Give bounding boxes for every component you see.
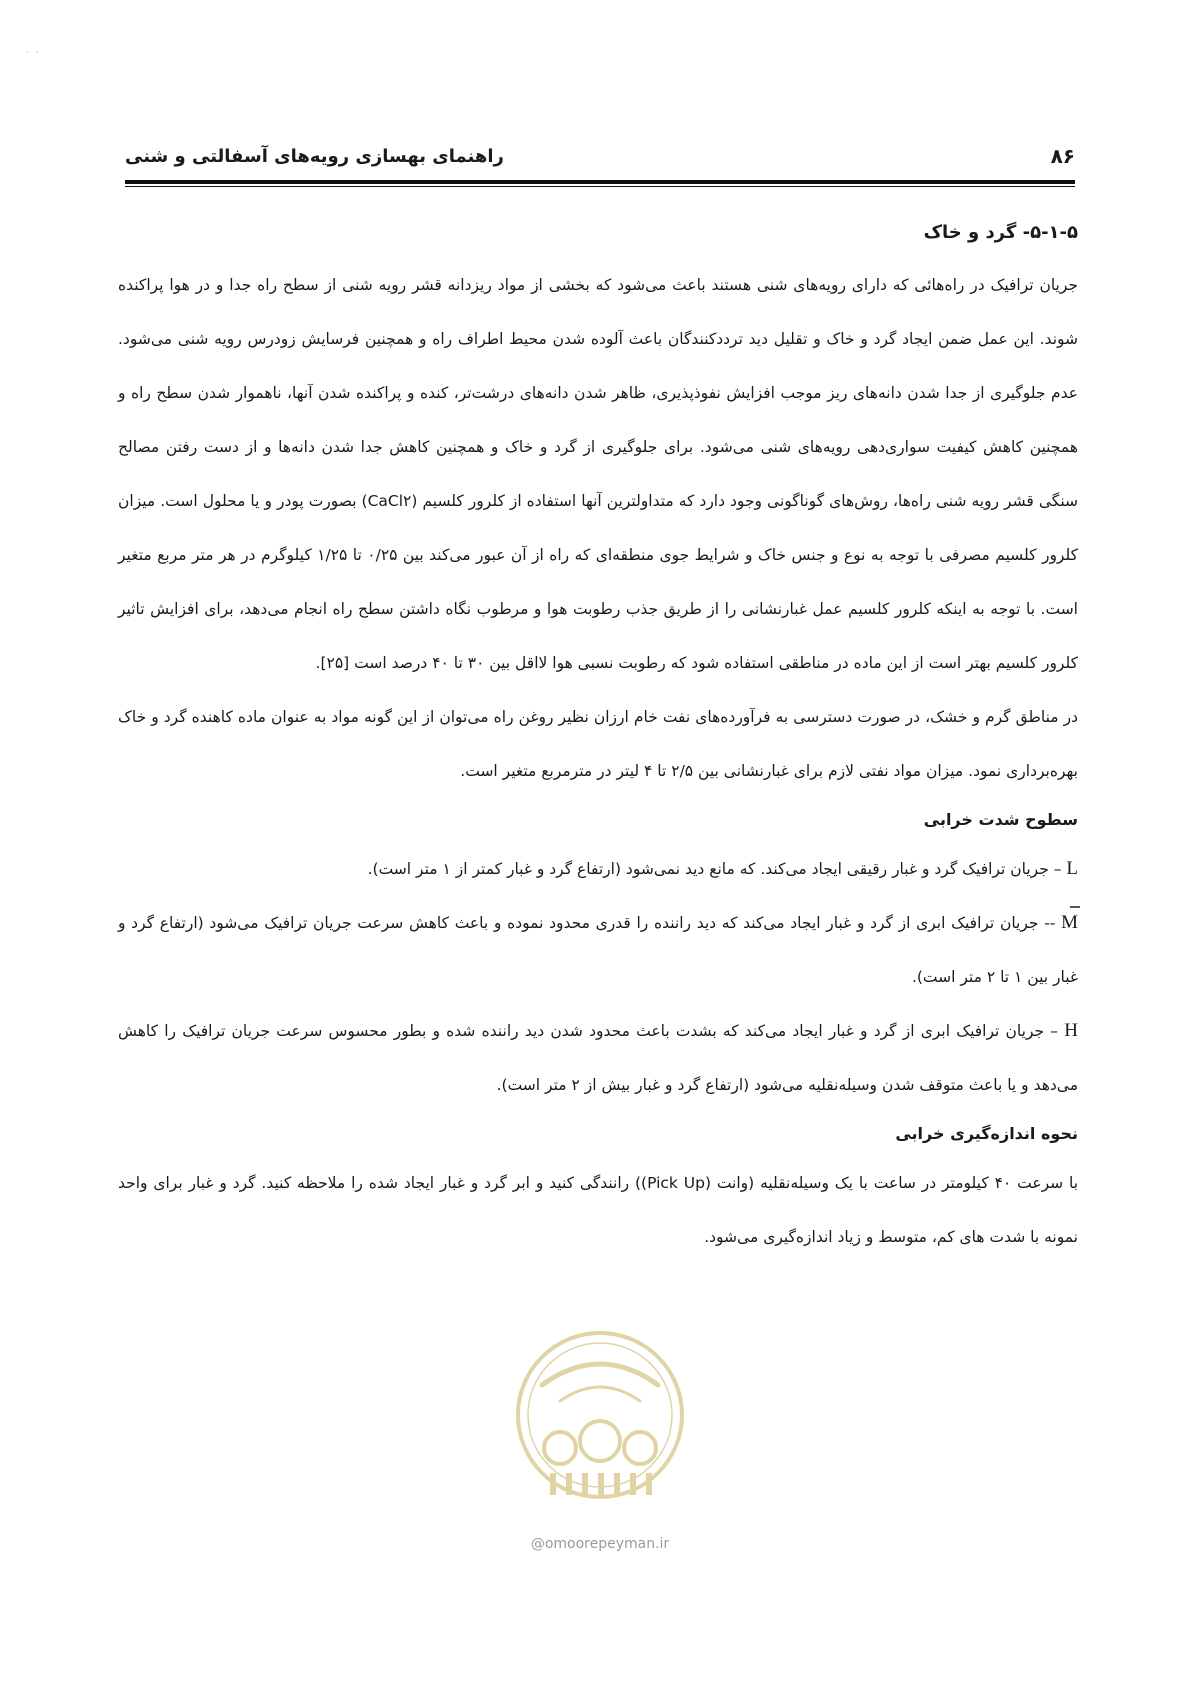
paragraph-calcium-chloride: جریان ترافیک در راه‌هائی که دارای رویه‌های شنی هستند باعث می‌شود که بخشی از مواد ریزدانه قشر رویه شنی از سطح راه جدا و در هوا پراکنده شوند. این عمل ضمن ایجاد گرد و خاک و تقلیل دید ترددکنندگان باعث آلوده شدن محیط اطراف راه و همچنین فرسایش زودرس رویه شنی می‌شود. عدم جلوگیری از جدا شدن دانه‌های ریز موجب افزایش نفوذپذیری، ظاهر شدن دانه‌های درشت‌تر، کنده و پراکنده شدن آنها، ناهموار شدن سطح راه و همچنین کاهش کیفیت سواری‌دهی رویه‌های شنی می‌شود. برای جلوگیری از گرد و خاک و همچنین کاهش جدا شدن دانه‌ها و از دست رفتن مصالح سنگی قشر رویه شنی راه‌ها، روش‌های گوناگونی وجود دارد که متداولترین آنها استفاده از کلرور کلسیم (CaCl۲) بصورت پودر و یا محلول است. میزان کلرور کلسیم مصرفی با توجه به نوع و جنس خاک و شرایط جوی منطقه‌ای که راه از آن عبور می‌کند بین ۰/۲۵ تا ۱/۲۵ کیلوگرم در هر متر مربع متغیر است. با توجه به اینکه کلرور کلسیم عمل غبارنشانی را از طریق جذب رطوبت هوا و مرطوب نگاه داشتن سطح راه انجام می‌دهد، برای افزایش تاثیر کلرور کلسیم بهتر است از این ماده در مناطقی استفاده شود که رطوبت نسبی هوا لااقل بین ۳۰ تا ۴۰ درصد است [۲۵]. [118,276,1079,672]
book-title: راهنمای بهسازی رویه‌های آسفالتی و شنی [125,146,504,167]
header-rule-thick [125,180,1075,184]
header-rule-thin [125,186,1075,187]
page-number: ۸۶ [1050,144,1075,168]
body-content [118,216,1078,1264]
severity-level-medium [118,896,1078,1004]
severity-level-low [118,842,1078,896]
severity-description: – جریان ترافیک گرد و غبار رقیقی ایجاد می‌کند. که مانع دید نمی‌شود (ارتفاع گرد و غبار کمتر از ۱ متر است). [367,860,1062,878]
measurement-text: با سرعت ۴۰ کیلومتر در ساعت با یک وسیله‌نقلیه (وانت (Pick Up)) رانندگی کنید و ابر گرد و غبار ایجاد شده را ملاحظه کنید. گرد و غبار برای واحد نمونه با شدت های کم، متوسط و زیاد اندازه‌گیری می‌شود. [118,1174,1079,1246]
severity-code: L [1066,858,1078,879]
severity-heading: سطوح شدت خرابی [923,810,1078,829]
watermark-url: @omoorepeyman.ir [530,1536,670,1552]
running-header [125,140,1075,180]
severity-code: H [1064,1020,1078,1041]
section-title: ۵-۱-۵- گرد و خاک [923,222,1078,243]
severity-code: M [1061,912,1078,933]
corner-dots: · · [26,48,41,58]
severity-description: -- جریان ترافیک ابری از گرد و غبار ایجاد می‌کند که دید راننده را قدری محدود نموده و باعث کاهش سرعت جریان ترافیک می‌شود (ارتفاع گرد و غبار بین ۱ تا ۲ متر است). [118,914,1078,986]
paragraph-oil-products: در مناطق گرم و خشک، در صورت دسترسی به فرآورده‌های نفت خام ارزان نظیر روغن راه می‌توان از این گونه مواد به عنوان ماده کاهنده گرد و خاک بهره‌برداری نمود. میزان مواد نفتی لازم برای غبارنشانی بین ۲/۵ تا ۴ لیتر در مترمربع متغیر است. [118,708,1078,780]
severity-level-high [118,1004,1078,1112]
margin-mark [1070,906,1080,908]
measurement-heading: نحوه اندازه‌گیری خرابی [895,1124,1078,1143]
severity-description: – جریان ترافیک ابری از گرد و غبار ایجاد می‌کند که بشدت باعث محدود شدن دید راننده شده و بطور محسوس سرعت جریان ترافیک را کاهش می‌دهد و یا باعث متوقف شدن وسیله‌نقلیه می‌شود (ارتفاع گرد و غبار بیش از ۲ متر است). [118,1022,1078,1094]
watermark-seal-icon [490,1323,710,1523]
